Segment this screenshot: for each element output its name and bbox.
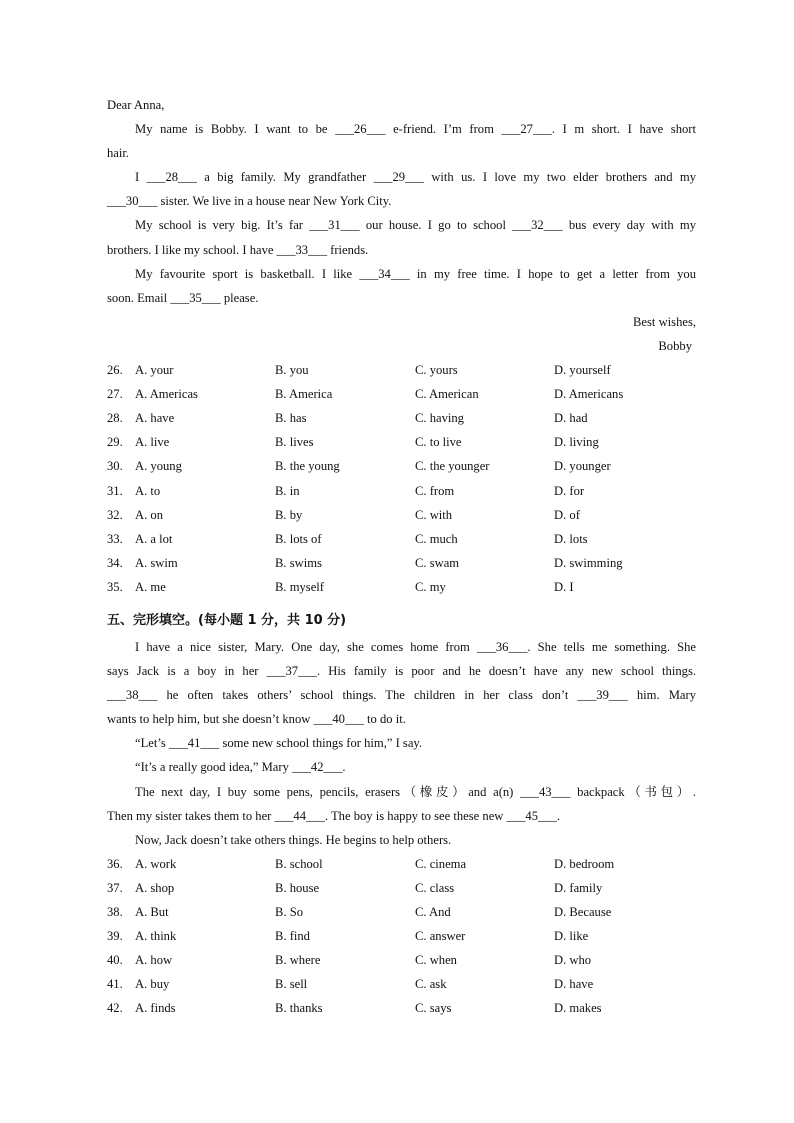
option-d: D. lots bbox=[554, 531, 588, 546]
letter-line: My favourite sport is basketball. I like ___34___ in my free time. I hope to get a letter from you bbox=[135, 266, 696, 281]
option-c: C. my bbox=[415, 579, 446, 594]
option-d: D. for bbox=[554, 483, 585, 498]
letter-line: ___30___ sister. We live in a house near New York City. bbox=[107, 194, 392, 209]
question-row bbox=[107, 358, 696, 382]
option-d: D. family bbox=[554, 880, 603, 895]
option-d: D. swimming bbox=[554, 555, 623, 570]
option-a: A. work bbox=[135, 856, 177, 871]
option-b: B. swims bbox=[275, 555, 322, 570]
option-a: A. think bbox=[135, 929, 177, 944]
question-number: 42. bbox=[107, 1001, 123, 1016]
question-number: 37. bbox=[107, 880, 123, 895]
option-d: D. like bbox=[554, 929, 589, 944]
question-row bbox=[107, 575, 696, 599]
option-d: D. younger bbox=[554, 459, 611, 474]
option-d: D. Americans bbox=[554, 387, 624, 402]
option-a: A. your bbox=[135, 363, 174, 378]
question-row bbox=[107, 527, 696, 551]
option-b: B. lots of bbox=[275, 531, 322, 546]
question-row bbox=[107, 551, 696, 575]
option-a: A. on bbox=[135, 507, 163, 522]
question-number: 30. bbox=[107, 459, 123, 474]
option-d: D. who bbox=[554, 953, 592, 968]
passage-line: “It’s a really good idea,” Mary ___42___. bbox=[135, 760, 346, 775]
option-b: B. lives bbox=[275, 435, 314, 450]
option-c: C. much bbox=[415, 531, 458, 546]
option-b: B. myself bbox=[275, 579, 324, 594]
question-row bbox=[107, 948, 696, 972]
option-b: B. thanks bbox=[275, 1001, 323, 1016]
option-a: A. buy bbox=[135, 977, 170, 992]
option-c: C. from bbox=[415, 483, 455, 498]
question-row bbox=[107, 454, 696, 478]
option-c: C. class bbox=[415, 880, 455, 895]
option-c: C. yours bbox=[415, 363, 458, 378]
question-number: 31. bbox=[107, 483, 123, 498]
option-b: B. So bbox=[275, 905, 303, 919]
option-d: D. yourself bbox=[554, 363, 611, 378]
passage-line: says Jack is a boy in her ___37___. His family is poor and he doesn’t have any new school things. bbox=[107, 664, 696, 679]
option-a: A. But bbox=[135, 905, 169, 919]
option-a: A. live bbox=[135, 435, 170, 450]
option-a: A. to bbox=[135, 483, 161, 498]
option-a: A. me bbox=[135, 579, 166, 594]
question-number: 27. bbox=[107, 387, 123, 402]
option-b: B. school bbox=[275, 856, 323, 871]
option-a: A. a lot bbox=[135, 531, 173, 546]
option-b: B. America bbox=[275, 387, 333, 402]
question-number: 36. bbox=[107, 856, 123, 871]
question-row bbox=[107, 382, 696, 406]
question-row bbox=[107, 996, 696, 1020]
option-c: C. cinema bbox=[415, 856, 467, 871]
option-c: C. ask bbox=[415, 977, 447, 992]
question-row bbox=[107, 876, 696, 900]
question-row bbox=[107, 430, 696, 454]
option-b: B. the young bbox=[275, 459, 340, 474]
option-c: C. with bbox=[415, 507, 453, 522]
passage-line: wants to help him, but she doesn’t know ___40___ to do it. bbox=[107, 712, 406, 727]
worksheet-page bbox=[107, 93, 696, 1020]
question-number: 35. bbox=[107, 579, 123, 594]
question-row bbox=[107, 972, 696, 996]
option-a: A. swim bbox=[135, 555, 178, 570]
question-number: 39. bbox=[107, 929, 123, 944]
question-number: 40. bbox=[107, 953, 123, 968]
letter-line: My name is Bobby. I want to be ___26___ e-friend. I’m from ___27___. I m short. I have short bbox=[135, 122, 696, 137]
letter-salutation: Dear Anna, bbox=[107, 98, 165, 112]
option-d: D. bedroom bbox=[554, 856, 615, 871]
option-a: A. finds bbox=[135, 1001, 176, 1016]
question-number: 28. bbox=[107, 411, 123, 426]
option-b: B. by bbox=[275, 507, 303, 522]
option-c: C. American bbox=[415, 387, 479, 402]
question-row bbox=[107, 479, 696, 503]
question-number: 41. bbox=[107, 977, 123, 992]
option-b: B. where bbox=[275, 953, 321, 968]
option-c: C. having bbox=[415, 411, 464, 426]
letter-line: I ___28___ a big family. My grandfather ___29___ with us. I love my two elder brothers and my bbox=[135, 170, 696, 185]
option-d: D. of bbox=[554, 507, 580, 522]
passage-line: ___38___ he often takes others’ school things. The children in her class don’t ___39___ him. Mary bbox=[107, 688, 696, 703]
question-row bbox=[107, 503, 696, 527]
option-a: A. shop bbox=[135, 880, 175, 895]
section-heading: 五、完形填空。(每小题 1 分，共 10 分) bbox=[107, 612, 347, 628]
letter-line: hair. bbox=[107, 146, 130, 161]
option-c: C. when bbox=[415, 953, 457, 968]
letter-line: brothers. I like my school. I have ___33___ friends. bbox=[107, 242, 369, 257]
question-list-2 bbox=[107, 852, 696, 1021]
option-d: D. had bbox=[554, 411, 588, 426]
option-a: A. have bbox=[135, 411, 175, 426]
option-b: B. house bbox=[275, 880, 320, 895]
question-list-1 bbox=[107, 358, 696, 599]
question-number: 26. bbox=[107, 363, 123, 378]
letter-signature: Bobby bbox=[658, 338, 692, 353]
option-a: A. Americas bbox=[135, 387, 198, 402]
option-b: B. in bbox=[275, 483, 300, 498]
question-row bbox=[107, 852, 696, 876]
passage-line: I have a nice sister, Mary. One day, she comes home from ___36___. She tells me something. She bbox=[135, 639, 696, 654]
option-b: B. you bbox=[275, 363, 309, 378]
question-row bbox=[107, 406, 696, 430]
option-d: D. living bbox=[554, 435, 599, 450]
option-d: D. have bbox=[554, 977, 594, 992]
question-number: 34. bbox=[107, 555, 123, 570]
option-c: C. says bbox=[415, 1001, 452, 1016]
option-b: B. has bbox=[275, 411, 307, 426]
option-c: C. answer bbox=[415, 929, 466, 944]
option-a: A. young bbox=[135, 459, 182, 474]
option-d: D. I bbox=[554, 579, 574, 594]
option-d: D. Because bbox=[554, 905, 612, 919]
question-number: 29. bbox=[107, 435, 123, 450]
passage-line: Then my sister takes them to her ___44___. The boy is happy to see these new ___45___. bbox=[107, 808, 561, 823]
option-d: D. makes bbox=[554, 1001, 602, 1016]
question-row bbox=[107, 924, 696, 948]
option-c: C. swam bbox=[415, 555, 460, 570]
option-b: B. sell bbox=[275, 977, 308, 992]
option-c: C. the younger bbox=[415, 459, 490, 474]
letter-line: soon. Email ___35___ please. bbox=[107, 290, 259, 305]
question-number: 33. bbox=[107, 531, 123, 546]
option-a: A. how bbox=[135, 953, 173, 968]
question-row bbox=[107, 900, 696, 924]
question-number: 38. bbox=[107, 905, 123, 919]
question-number: 32. bbox=[107, 507, 123, 522]
passage-line: “Let’s ___41___ some new school things for him,” I say. bbox=[135, 736, 423, 751]
passage-line: The next day, I buy some pens, pencils, erasers（橡皮）and a(n) ___43___ backpack（书包）. bbox=[135, 784, 696, 799]
option-c: C. And bbox=[415, 905, 451, 919]
letter-line: My school is very big. It’s far ___31___ our house. I go to school ___32___ bus every day with my bbox=[135, 218, 696, 233]
option-b: B. find bbox=[275, 929, 310, 944]
passage-line: Now, Jack doesn’t take others things. He begins to help others. bbox=[135, 832, 452, 847]
letter-closing: Best wishes, bbox=[633, 314, 696, 329]
option-c: C. to live bbox=[415, 435, 462, 450]
